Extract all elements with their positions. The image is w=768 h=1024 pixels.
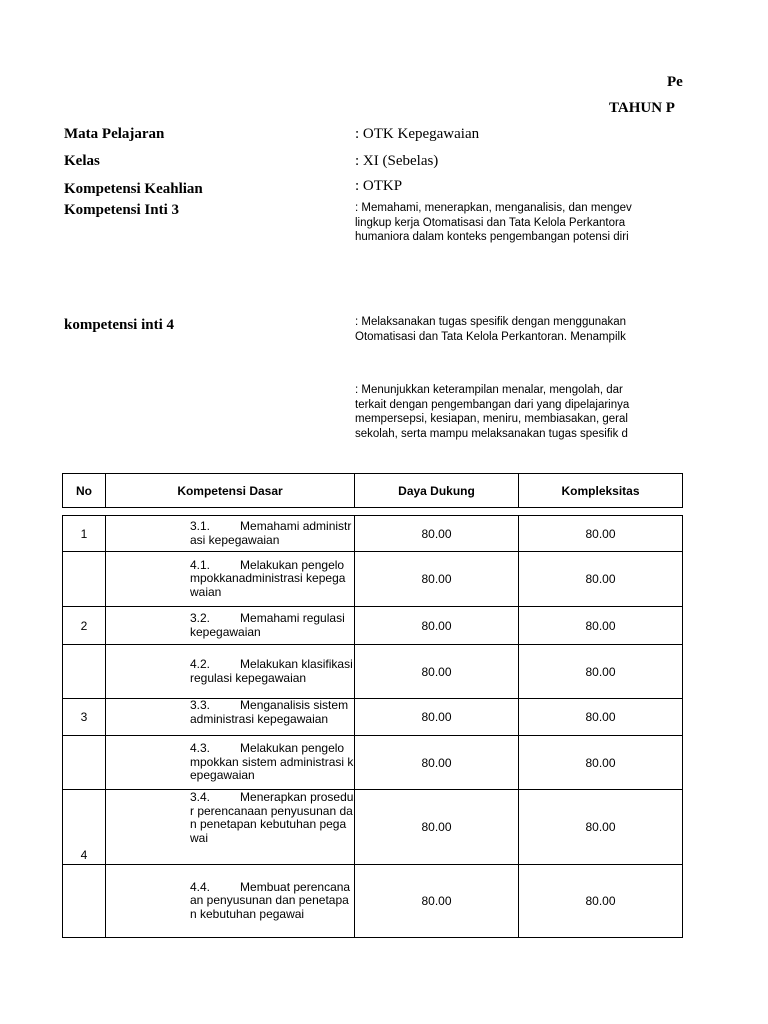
kd-text: 3.3. Menganalisis sistem administrasi kepegawaian bbox=[190, 699, 349, 726]
document-title-line1: Pe bbox=[667, 74, 683, 90]
ki4b-line: sekolah, serta mampu melaksanakan tugas spesifik d bbox=[355, 427, 628, 440]
kd-text: 4.3. Melakukan pengelompokkan sistem administrasi kepegawaian bbox=[190, 742, 354, 783]
row-no: 3 bbox=[63, 699, 106, 736]
ki3-line: humaniora dalam konteks pengembangan potensi diri bbox=[355, 231, 629, 243]
row-no bbox=[63, 865, 106, 938]
row-daya-dukung: 80.00 bbox=[355, 736, 519, 790]
ki4-text bbox=[355, 315, 683, 344]
table-row bbox=[63, 865, 683, 938]
row-daya-dukung: 80.00 bbox=[355, 645, 519, 699]
header-kompetensi-dasar: Kompetensi Dasar bbox=[106, 474, 355, 508]
header-daya-dukung: Daya Dukung bbox=[355, 474, 519, 508]
row-no bbox=[63, 645, 106, 699]
ki4-line: : Melaksanakan tugas spesifik dengan menggunakan bbox=[355, 316, 627, 328]
row-daya-dukung: 80.00 bbox=[355, 607, 519, 645]
row-kompleksitas: 80.00 bbox=[519, 552, 683, 607]
row-kompleksitas: 80.00 bbox=[519, 645, 683, 699]
kd-text: 4.4. Membuat perencanaan penyusunan dan penetapan kebutuhan pegawai bbox=[190, 880, 351, 921]
kd-text: 4.2. Melakukan klasifikasiregulasi kepegawaian bbox=[190, 658, 353, 685]
ki3-text bbox=[355, 201, 683, 245]
row-daya-dukung: 80.00 bbox=[355, 516, 519, 552]
keahlian-label: Kompetensi Keahlian bbox=[64, 181, 203, 197]
table-row bbox=[63, 736, 683, 790]
row-no: 1 bbox=[63, 516, 106, 552]
table-row bbox=[63, 699, 683, 736]
table-row bbox=[63, 790, 683, 865]
row-kompleksitas: 80.00 bbox=[519, 516, 683, 552]
row-kd bbox=[106, 736, 355, 790]
kd-text: 3.1. Memahami administrasi kepegawaian bbox=[190, 520, 352, 547]
ki4b-line: : Menunjukkan keterampilan menalar, mengolah, dar bbox=[355, 384, 623, 396]
row-daya-dukung: 80.00 bbox=[355, 552, 519, 607]
kd-text: 3.4. Menerapkan prosedur perencanaan penyusunan dan penetapan kebutuhan pegawai bbox=[190, 791, 354, 845]
table-row bbox=[63, 607, 683, 645]
ki3-line: lingkup kerja Otomatisasi dan Tata Kelola Perkantora bbox=[355, 216, 626, 229]
mapel-value: : OTK Kepegawaian bbox=[355, 126, 480, 142]
keahlian-value: : OTKP bbox=[355, 178, 403, 194]
row-daya-dukung: 80.00 bbox=[355, 865, 519, 938]
row-daya-dukung: 80.00 bbox=[355, 790, 519, 865]
ki4-label: kompetensi inti 4 bbox=[64, 317, 175, 333]
row-kd bbox=[106, 607, 355, 645]
row-kd bbox=[106, 699, 355, 736]
kd-table bbox=[62, 515, 683, 938]
document-title-line2: TAHUN P bbox=[609, 100, 675, 116]
row-kompleksitas: 80.00 bbox=[519, 865, 683, 938]
row-kompleksitas: 80.00 bbox=[519, 790, 683, 865]
header-no: No bbox=[63, 474, 106, 508]
row-daya-dukung: 80.00 bbox=[355, 699, 519, 736]
ki3-line: : Memahami, menerapkan, menganalisis, dan mengev bbox=[355, 202, 632, 214]
row-no: 4 bbox=[63, 790, 106, 865]
row-kd bbox=[106, 645, 355, 699]
ki4b-text bbox=[355, 383, 683, 441]
row-kd bbox=[106, 516, 355, 552]
header-kompleksitas: Kompleksitas bbox=[519, 474, 683, 508]
table-row bbox=[63, 552, 683, 607]
kelas-label: Kelas bbox=[64, 153, 100, 169]
table-row bbox=[63, 645, 683, 699]
ki4b-line: mempersepsi, kesiapan, meniru, membiasakan, geral bbox=[355, 413, 628, 425]
row-no bbox=[63, 736, 106, 790]
row-kd bbox=[106, 552, 355, 607]
row-kompleksitas: 80.00 bbox=[519, 736, 683, 790]
row-kd bbox=[106, 865, 355, 938]
row-no bbox=[63, 552, 106, 607]
kd-text: 3.2. Memahami regulasi kepegawaian bbox=[190, 612, 345, 639]
ki4b-line: terkait dengan pengembangan dari yang dipelajarinya bbox=[355, 398, 630, 411]
table-row bbox=[63, 516, 683, 552]
ki3-label: Kompetensi Inti 3 bbox=[64, 202, 180, 218]
kd-table-header bbox=[62, 473, 683, 508]
ki4-line: Otomatisasi dan Tata Kelola Perkantoran. Menampilk bbox=[355, 330, 626, 343]
kelas-value: : XI (Sebelas) bbox=[355, 153, 439, 169]
mapel-label: Mata Pelajaran bbox=[64, 126, 165, 142]
kd-text: 4.1. Melakukan pengelompokkanadministrasi kepegawaian bbox=[190, 558, 346, 599]
row-no: 2 bbox=[63, 607, 106, 645]
row-kompleksitas: 80.00 bbox=[519, 607, 683, 645]
row-kd bbox=[106, 790, 355, 865]
row-kompleksitas: 80.00 bbox=[519, 699, 683, 736]
